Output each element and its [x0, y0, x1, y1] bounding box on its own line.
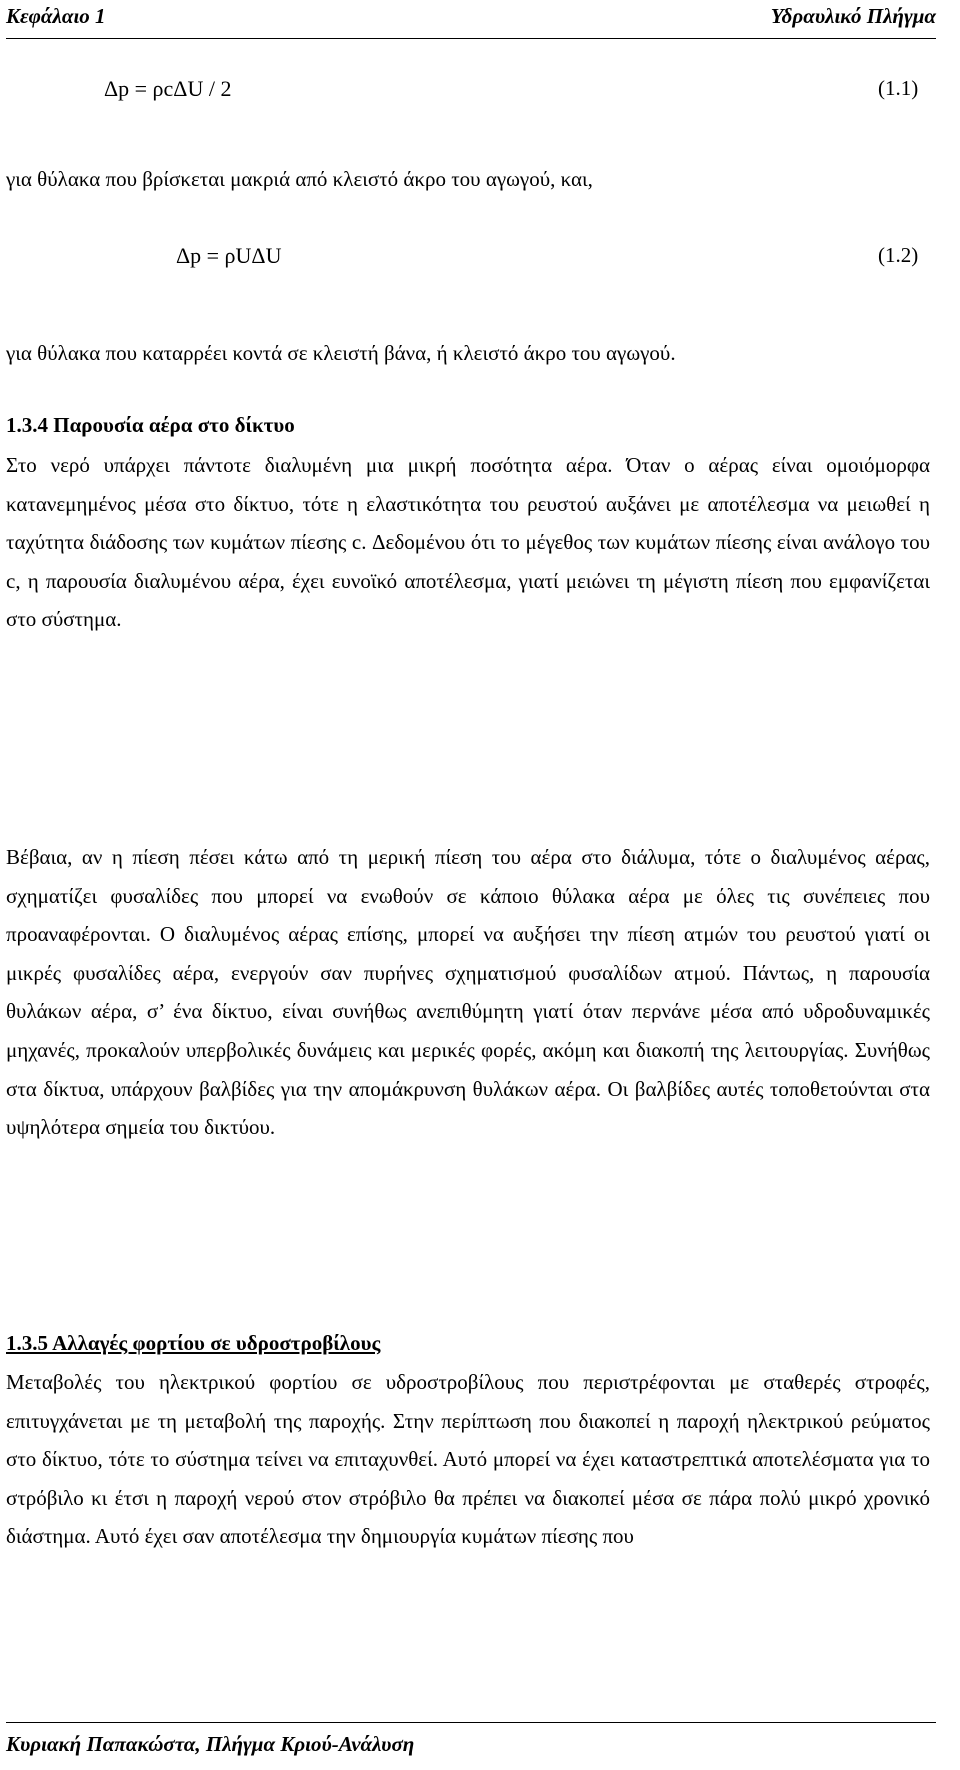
section-heading-1-3-4: 1.3.4 Παρουσία αέρα στο δίκτυο [6, 413, 295, 437]
paragraph-turbine-load: Μεταβολές του ηλεκτρικού φορτίου σε υδροστροβίλους που περιστρέφονται με σταθερές στροφές, επιτυγχάνεται με τη μεταβολή της παροχής. Στην περίπτωση που διακοπεί η παροχή ηλεκτρικού ρεύματος στο δίκτυο, τότε το σύστημα τείνει να επιταχυνθεί. Αυτό μπορεί να έχει καταστρεπτικά αποτελέσματα για το στρόβιλο κι έτσι η παροχή νερού στον στρόβιλο θα πρέπει να διακοπεί μέσα σε πάρα πολύ μικρό χρονικό διάστημα. Αυτό έχει σαν αποτέλεσμα την δημιουργία κυμάτων πίεσης που [6, 1370, 930, 1549]
paragraph-air-bubbles: Βέβαια, αν η πίεση πέσει κάτω από τη μερική πίεση του αέρα στο διάλυμα, τότε ο διαλυμένος αέρας, σχηματίζει φυσαλίδες που μπορεί να ενωθούν σε κάποιο θύλακα αέρα με όλες τις συνέπειες που προαναφέρονται. Ο διαλυμένος αέρας επίσης, μπορεί να αυξήσει την πίεση ατμών του ρευστού γιατί οι μικρές φυσαλίδες αέρα, ενεργούν σαν πυρήνες σχηματισμού φυσαλίδων ατμού. Πάντως, η παρουσία θυλάκων αέρα, σ’ ένα δίκτυο, είναι συνήθως ανεπιθύμητη γιατί όταν περνάνε μέσα από υδροδυναμικές μηχανές, προκαλούν υπερβολικές δυνάμεις και μερικές φορές, ακόμη και διακοπή της λειτουργίας. Συνήθως στα δίκτυα, υπάρχουν βαλβίδες για την απομάκρυνση θυλάκων αέρα. Οι βαλβίδες αυτές τοποθετούνται στα υψηλότερα σημεία του δικτύου. [6, 845, 930, 1140]
text-after-eq2: για θύλακα που καταρρέει κοντά σε κλειστή βάνα, ή κλειστό άκρο του αγωγού. [6, 341, 676, 365]
section-heading-1-3-5: 1.3.5 Αλλαγές φορτίου σε υδροστροβίλους [6, 1331, 381, 1355]
header-divider [6, 38, 936, 39]
equation-1-1-number: (1.1) [878, 76, 919, 100]
text-after-eq1: για θύλακα που βρίσκεται μακριά από κλειστό άκρο του αγωγού, και, [6, 167, 593, 191]
running-header-chapter: Κεφάλαιο 1 [6, 4, 106, 28]
equation-1-2: Δp = ρUΔU [176, 243, 282, 268]
running-footer: Κυριακή Παπακώστα, Πλήγμα Κριού-Ανάλυση [6, 1732, 415, 1756]
equation-1-1: Δp = ρcΔU / 2 [104, 76, 232, 101]
paragraph-air-presence: Στο νερό υπάρχει πάντοτε διαλυμένη μια μικρή ποσότητα αέρα. Όταν ο αέρας είναι ομοιόμορφα κατανεμημένος μέσα στο δίκτυο, τότε η ελαστικότητα του ρευστού αυξάνει με αποτέλεσμα να μειωθεί η ταχύτητα διάδοσης των κυμάτων πίεσης c. Δεδομένου ότι το μέγεθος των κυμάτων πίεσης είναι ανάλογο του c, η παρουσία διαλυμένου αέρα, έχει ευνοϊκό αποτέλεσμα, γιατί μειώνει τη μέγιστη πίεση που εμφανίζεται στο σύστημα. [6, 453, 930, 632]
footer-divider [6, 1722, 936, 1723]
running-header-title: Υδραυλικό Πλήγμα [770, 4, 936, 28]
equation-1-2-number: (1.2) [878, 243, 919, 267]
